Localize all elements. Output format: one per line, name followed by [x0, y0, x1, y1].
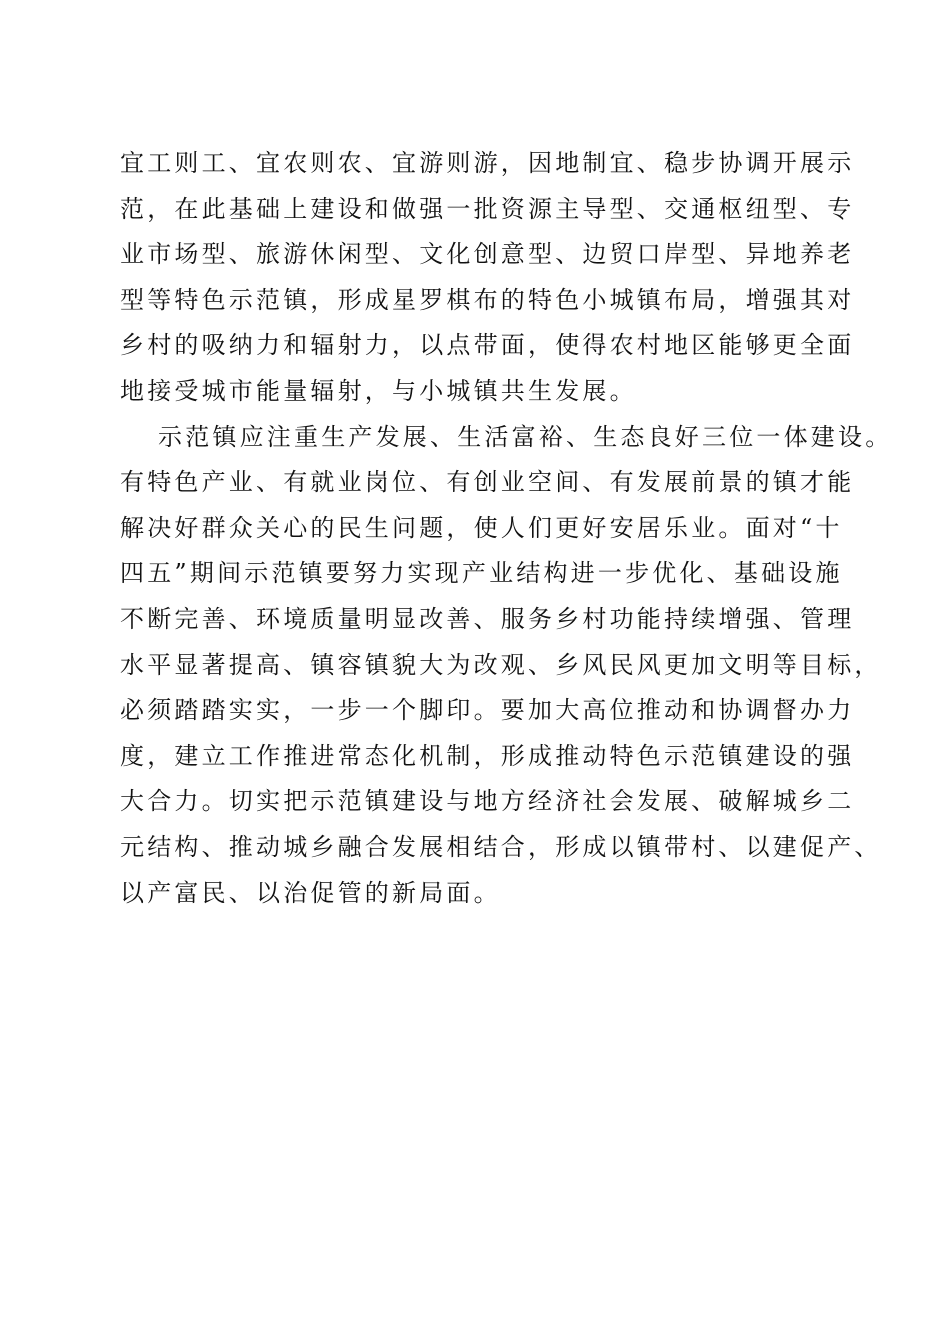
paragraph-line: 解决好群众关心的民生问题，使人们更好安居乐业。面对“十 — [120, 513, 843, 542]
paragraph-line: 有特色产业、有就业岗位、有创业空间、有发展前景的镇才能 — [120, 468, 855, 497]
paragraph-2 — [120, 415, 893, 917]
paragraph-line: 不断完善、环境质量明显改善、服务乡村功能持续增强、管理 — [120, 604, 855, 633]
paragraph-line: 地接受城市能量辐射，与小城镇共生发展。 — [120, 376, 637, 405]
paragraph-line: 四五”期间示范镇要努力实现产业结构进一步优化、基础设施 — [120, 559, 843, 588]
paragraph-line: 型等特色示范镇，形成星罗棋布的特色小城镇布局，增强其对 — [120, 285, 855, 314]
paragraph-line: 业市场型、旅游休闲型、文化创意型、边贸口岸型、异地养老 — [120, 240, 855, 269]
paragraph-line: 乡村的吸纳力和辐射力，以点带面，使得农村地区能够更全面 — [120, 331, 855, 360]
paragraph-line: 示范镇应注重生产发展、生活富裕、生态良好三位一体建设。 — [158, 422, 893, 451]
paragraph-line: 必须踏踏实实，一步一个脚印。要加大高位推动和协调督办力 — [120, 696, 855, 725]
body-text — [120, 141, 893, 916]
paragraph-line: 度，建立工作推进常态化机制，形成推动特色示范镇建设的强 — [120, 741, 855, 770]
paragraph-line: 水平显著提高、镇容镇貌大为改观、乡风民风更加文明等目标， — [120, 650, 882, 679]
paragraph-line: 大合力。切实把示范镇建设与地方经济社会发展、破解城乡二 — [120, 787, 855, 816]
paragraph-line: 范，在此基础上建设和做强一批资源主导型、交通枢纽型、专 — [120, 194, 855, 223]
paragraph-1 — [120, 141, 855, 415]
paragraph-line: 宜工则工、宜农则农、宜游则游，因地制宜、稳步协调开展示 — [120, 149, 855, 177]
paragraph-line: 元结构、推动城乡融合发展相结合，形成以镇带村、以建促产、 — [120, 832, 882, 861]
paragraph-line: 以产富民、以治促管的新局面。 — [120, 878, 501, 907]
